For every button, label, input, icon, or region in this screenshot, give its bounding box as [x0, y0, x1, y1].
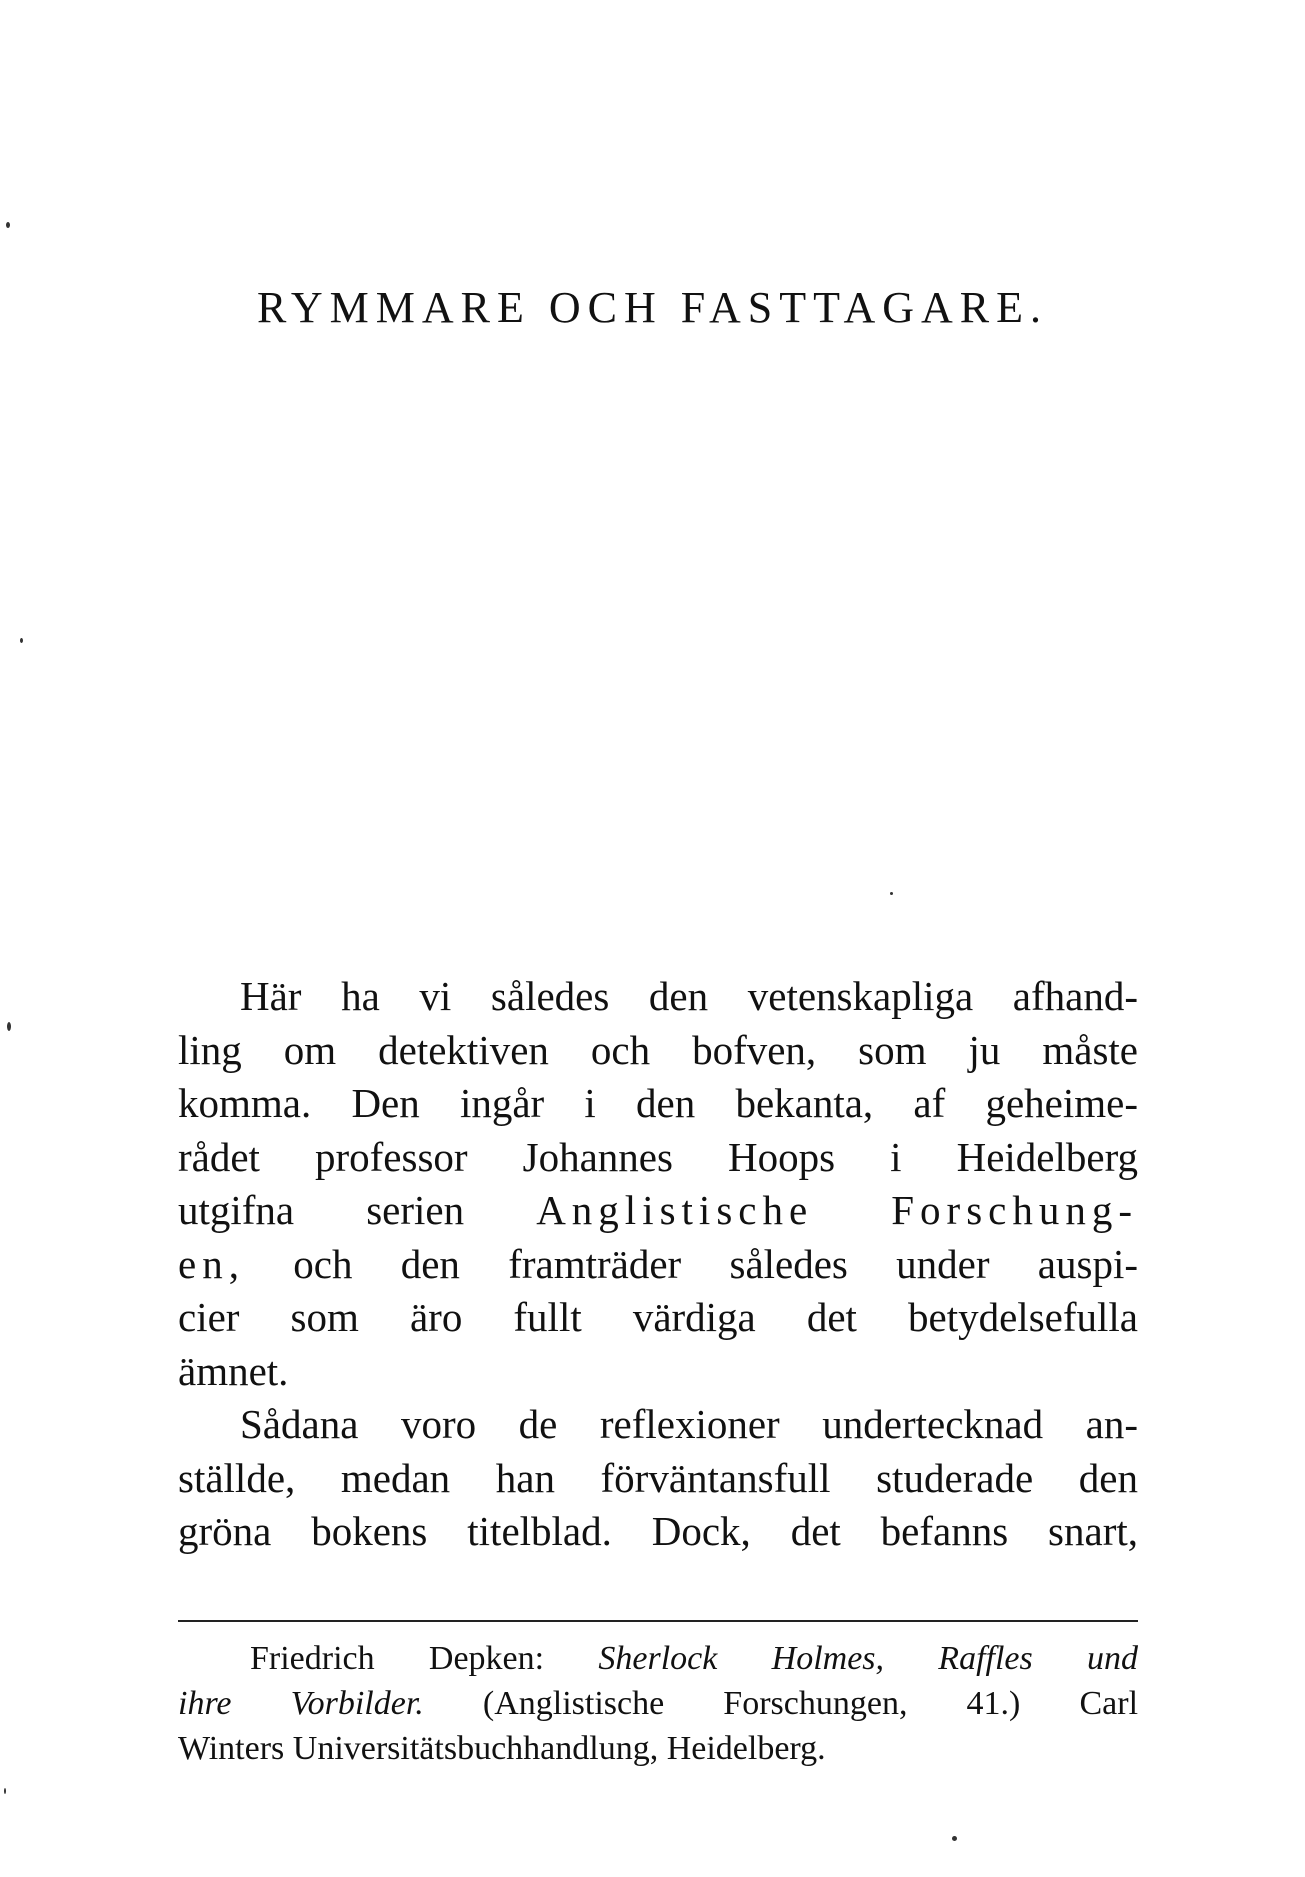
paragraph-2-line-1: Sådana voro de reflexioner undertecknad an- [240, 1401, 1138, 1447]
paragraph-1-line-6-rest: och den framträder således under auspi- [293, 1240, 1138, 1287]
scan-speck [20, 638, 23, 643]
scan-speck [952, 1836, 957, 1841]
series-intro-text: utgifna serien [178, 1187, 465, 1233]
paragraph-1-line-5 [178, 1184, 1138, 1238]
footnote [178, 1636, 1138, 1771]
footnote-author: Friedrich Depken: [250, 1640, 545, 1677]
paragraph-1-line-4: rådet professor Johannes Hoops i Heidelberg [178, 1133, 1138, 1180]
paragraph-1-line-6 [178, 1238, 1138, 1292]
footnote-series: (Anglistische Forschungen, 41.) Carl [482, 1685, 1139, 1722]
scan-speck [890, 892, 893, 895]
scan-speck [7, 1022, 11, 1031]
footnote-line-2 [178, 1681, 1138, 1726]
chapter-title: RYMMARE OCH FASTTAGARE. [256, 283, 1049, 332]
scan-speck [4, 1788, 6, 1794]
paragraph-1-line-7: cier som äro fullt värdiga det betydelsefulla [178, 1294, 1138, 1340]
paragraph-1-line-8: ämnet. [178, 1347, 289, 1394]
series-name-part-2: en, [178, 1240, 245, 1287]
footnote-book-title-part-1: Sherlock Holmes, Raffles und [598, 1640, 1139, 1677]
series-name-part-1: Anglistische Forschung- [536, 1187, 1139, 1233]
paragraph-1-line-1: Här ha vi således den vetenskapliga afhand- [240, 973, 1138, 1019]
footnote-publisher: Winters Universitätsbuchhandlung, Heidelberg. [178, 1730, 826, 1767]
footnote-line-1 [178, 1636, 1138, 1681]
body-text [178, 970, 1138, 1559]
paragraph-2-line-3: gröna bokens titelblad. Dock, det befanns snart, [178, 1508, 1138, 1554]
paragraph-1-line-3: komma. Den ingår i den bekanta, af geheime- [178, 1080, 1138, 1126]
footnote-book-title-part-2: ihre Vorbilder. [178, 1685, 424, 1722]
paragraph-2-line-2: ställde, medan han förväntansfull studerade den [178, 1454, 1138, 1501]
scan-speck [6, 222, 10, 228]
paragraph-1-line-2: ling om detektiven och bofven, som ju måste [178, 1026, 1138, 1073]
footnote-divider [178, 1620, 1138, 1622]
